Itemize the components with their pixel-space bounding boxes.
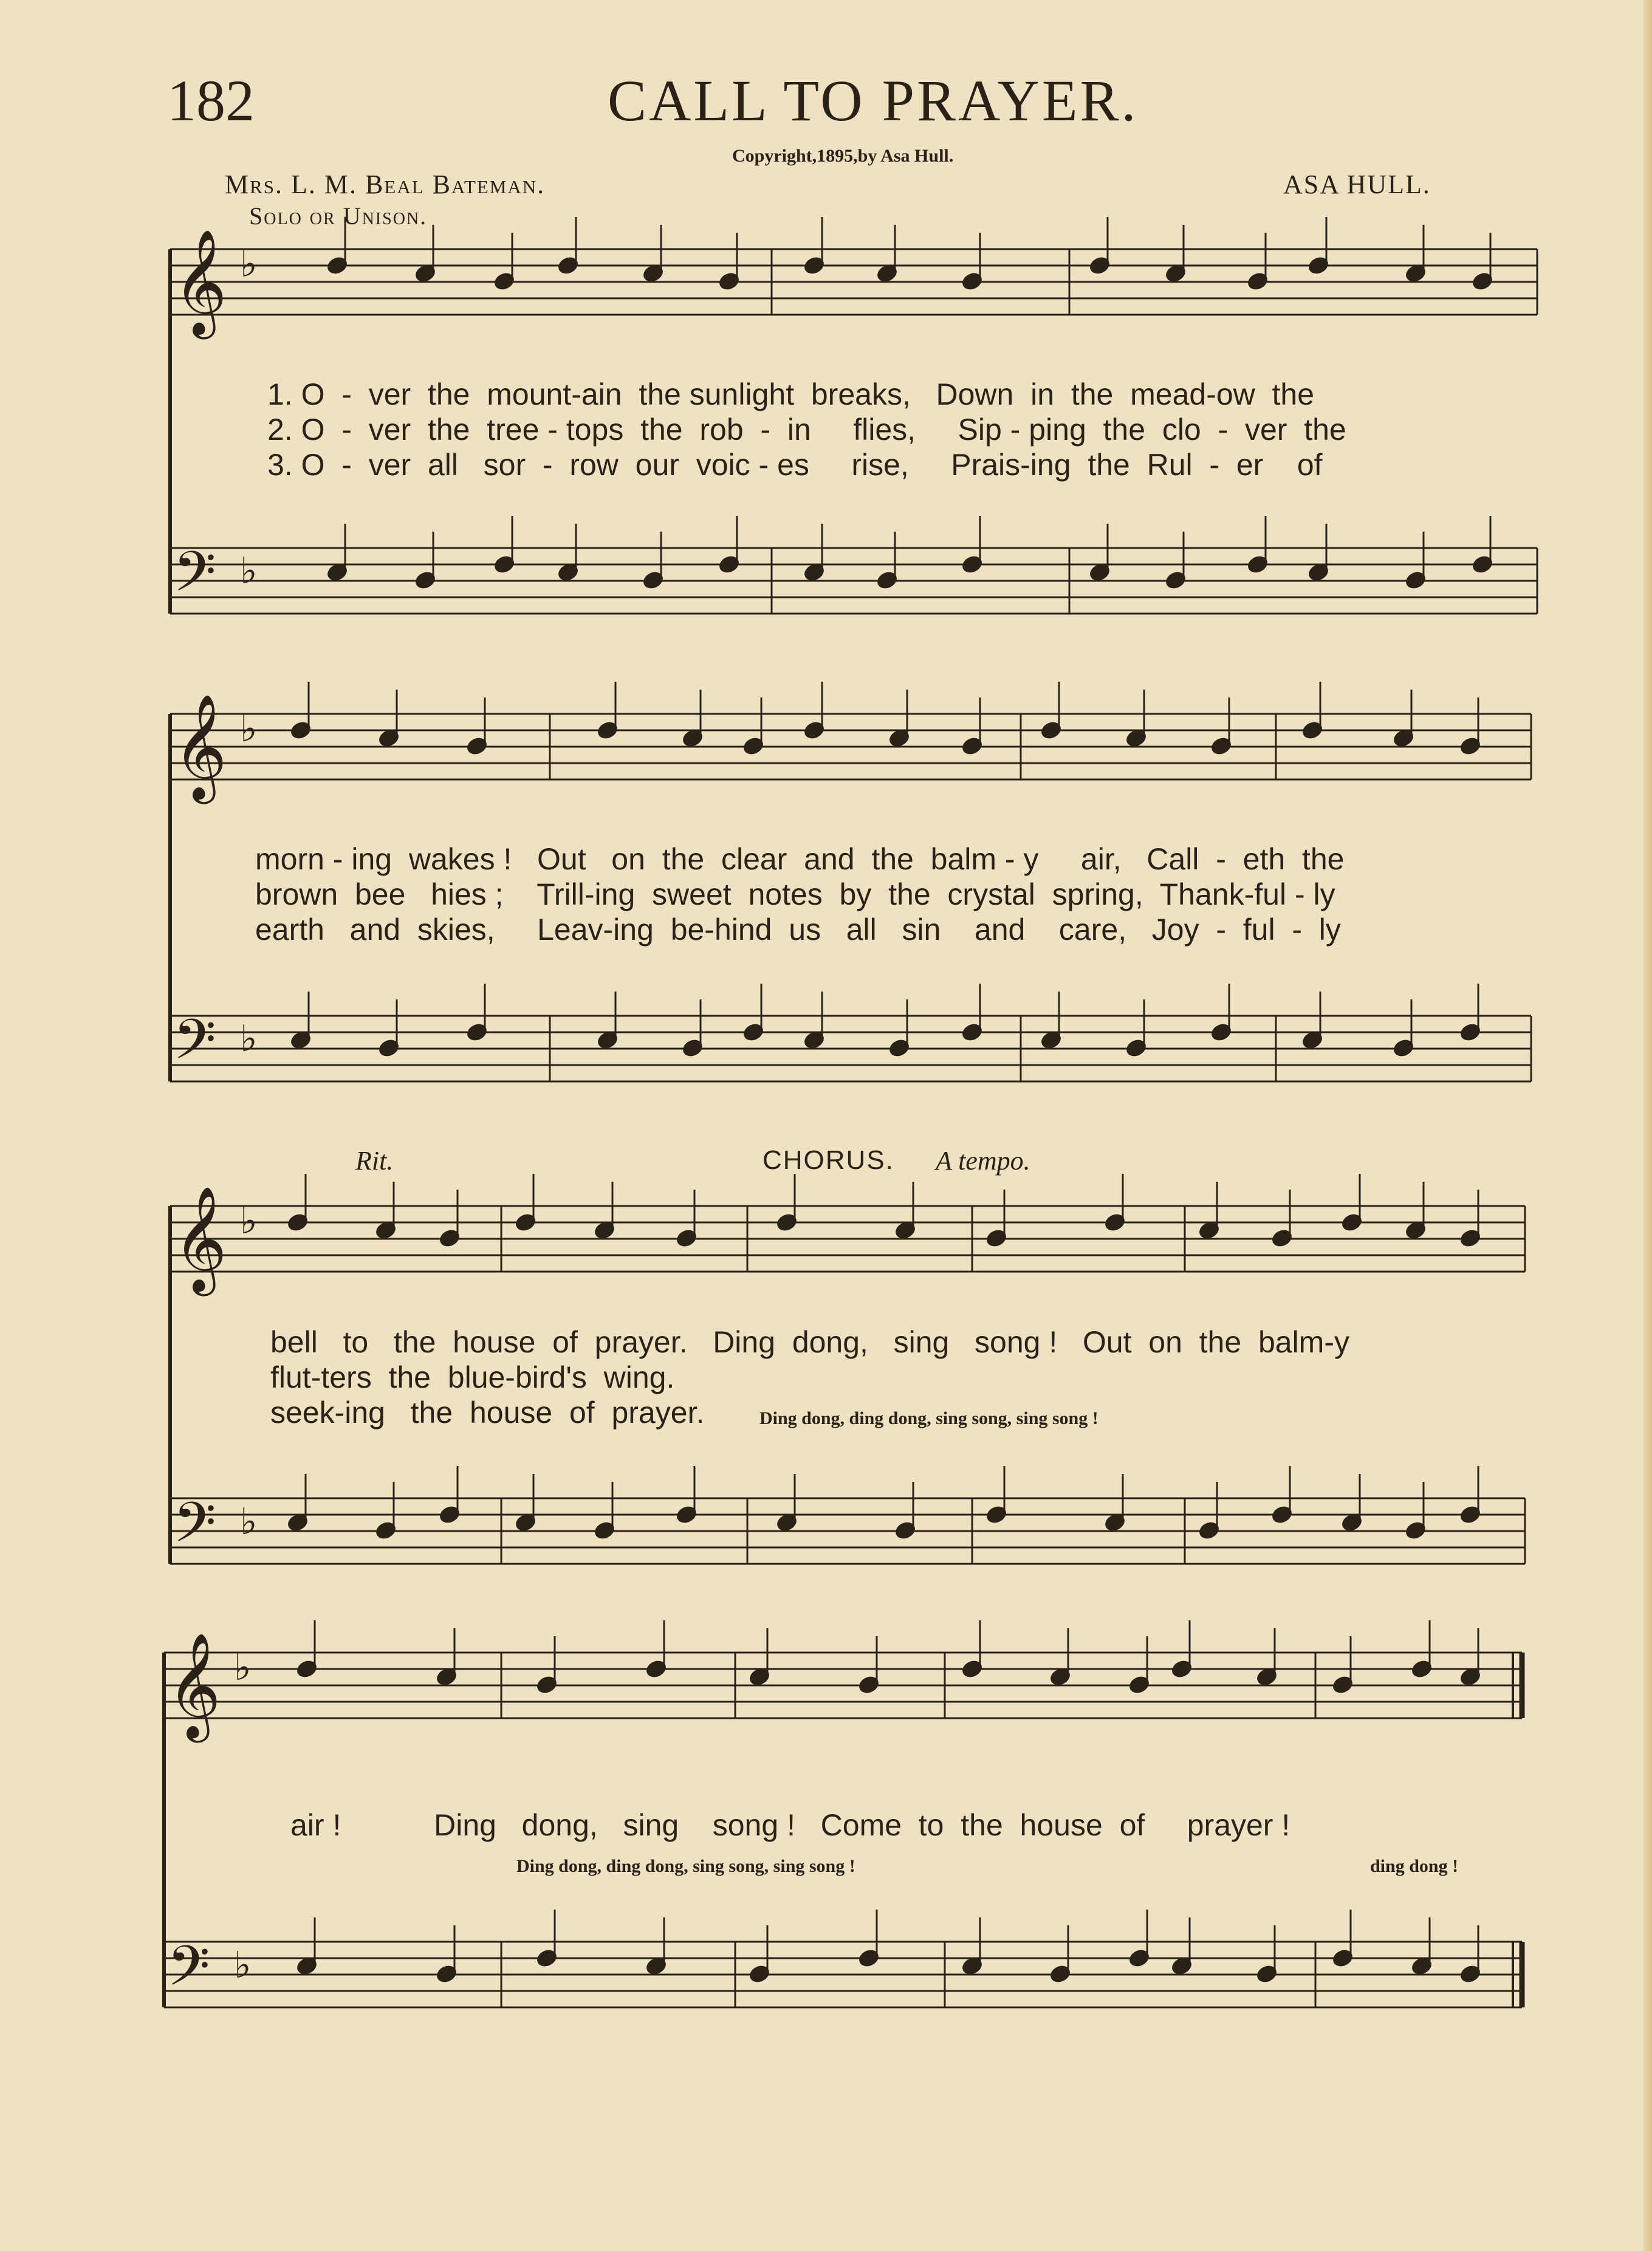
lyric-verse-2-line-1: 2. O - ver the tree - tops the rob - in flies, Sip - ping the clo - ver the: [267, 413, 1346, 447]
staff-treble-3: [170, 1206, 1525, 1272]
bass-cue-3: ding dong !: [1370, 1856, 1459, 1876]
flat-icon: ♭: [240, 708, 258, 750]
treble-clef-icon: 𝄞: [173, 1186, 227, 1292]
treble-clef-icon: 𝄞: [173, 694, 227, 800]
flat-icon: ♭: [234, 1944, 252, 1987]
lyric-verse-3-line-3: seek-ing the house of prayer.: [270, 1396, 705, 1430]
treble-clef-icon: 𝄞: [167, 1633, 221, 1738]
lyric-verse-2-line-2: brown bee hies ; Trill-ing sweet notes by the crystal spring, Thank-ful - ly: [255, 877, 1335, 911]
flat-icon: ♭: [240, 1501, 258, 1543]
flat-icon: ♭: [240, 550, 258, 592]
lyric-verse-1-line-1: 1. O - ver the mount-ain the sunlight breaks, Down in the mead-ow the: [267, 377, 1315, 411]
staff-treble-1: [170, 249, 1537, 315]
lyric-verse-3-line-2: earth and skies, Leav-ing be-hind us all sin and care, Joy - ful - ly: [255, 913, 1341, 947]
staff-treble-4: [164, 1653, 1522, 1718]
bass-clef-icon: 𝄢: [173, 1490, 216, 1568]
composer: ASA HULL.: [1283, 170, 1431, 199]
bass-clef-icon: 𝄢: [173, 540, 216, 617]
flat-icon: ♭: [240, 1200, 258, 1242]
page-number: 182: [167, 68, 255, 133]
bass-cue-1: Ding dong, ding dong, sing song, sing song !: [759, 1408, 1098, 1428]
page-title: CALL TO PRAYER.: [608, 68, 1139, 133]
lyric-verse-3-line-1: 3. O - ver all sor - row our voic - es rise, Prais-ing the Rul - er of: [267, 448, 1323, 482]
staff-treble-2: [170, 714, 1531, 779]
copyright-notice: Copyright,1895,by Asa Hull.: [732, 146, 954, 166]
lyricist: Mrs. L. M. Beal Bateman.: [225, 170, 546, 199]
performance-direction: Solo or Unison.: [249, 202, 428, 230]
flat-icon: ♭: [234, 1646, 252, 1689]
lyric-verse-1-line-2: morn - ing wakes ! Out on the clear and the balm - y air, Call - eth the: [255, 842, 1345, 876]
ritardando-marking: Rit.: [355, 1146, 394, 1176]
treble-clef-icon: 𝄞: [173, 229, 227, 335]
bass-clef-icon: 𝄢: [167, 1934, 210, 2012]
flat-icon: ♭: [240, 243, 258, 286]
chorus-lyric: air ! Ding dong, sing song ! Come to the house of prayer !: [290, 1808, 1290, 1842]
page-edge: [1643, 0, 1652, 2251]
flat-icon: ♭: [240, 1018, 258, 1060]
bass-clef-icon: 𝄢: [173, 1007, 216, 1085]
lyric-verse-1-line-3: bell to the house of prayer. Ding dong, sing song ! Out on the balm-y: [270, 1325, 1349, 1359]
chorus-heading: CHORUS.: [763, 1145, 894, 1175]
tempo-marking: A tempo.: [936, 1146, 1030, 1176]
bass-cue-2: Ding dong, ding dong, sing song, sing song !: [516, 1856, 855, 1876]
lyric-verse-2-line-3: flut-ters the blue-bird's wing.: [270, 1360, 675, 1394]
